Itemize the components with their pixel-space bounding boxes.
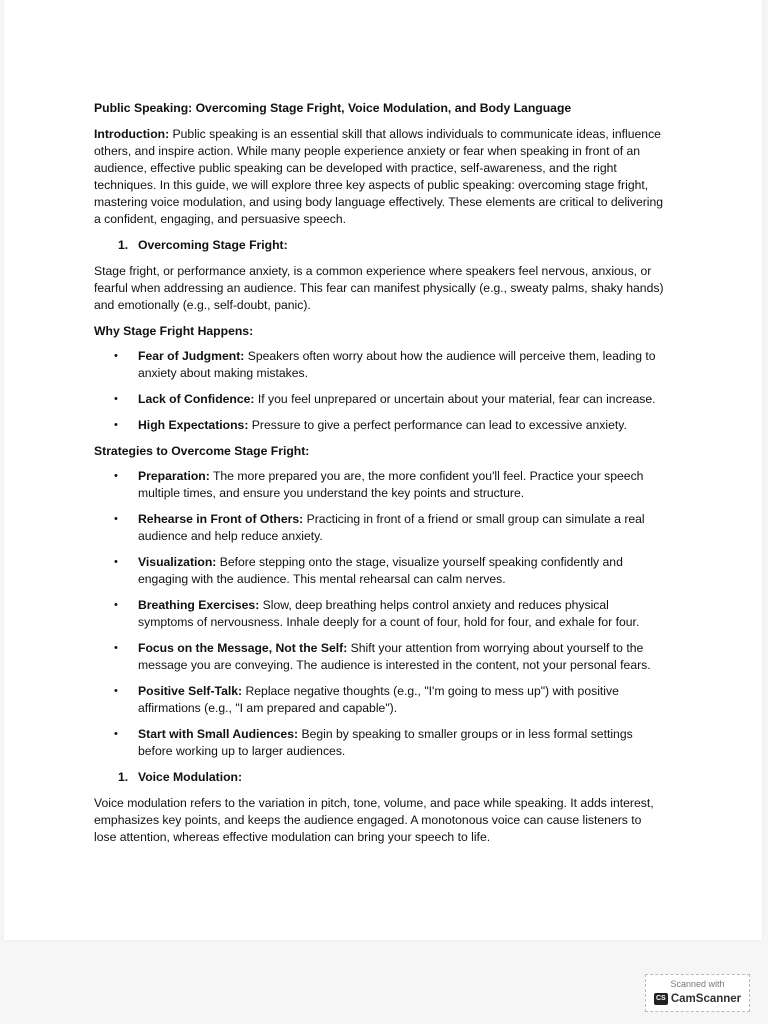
intro-text: Public speaking is an essential skill that allows individuals to communicate ideas, influence others, and inspire action. While many people experience anxiety or fear when speaking in front of an audience, effective public speaking can be developed with practice, self-awareness, and the right techniques. In this guide, we will explore three key aspects of public speaking: overcoming stage fright, mastering voice modulation, and using body language effectively. These elements are critical to delivering a confident, engaging, and persuasive speech. [94, 127, 664, 226]
camscanner-logo-icon: CS [654, 993, 668, 1005]
item-text: Speakers often worry about how the audience will perceive them, leading to anxiety about making mistakes. [138, 349, 656, 380]
bullet-icon: • [114, 728, 118, 740]
strategies-heading: Strategies to Overcome Stage Fright: [94, 444, 310, 458]
section-number: 1. [118, 770, 129, 784]
section-title: Voice Modulation: [138, 770, 243, 784]
bullet-icon: • [114, 685, 118, 697]
item-label: Positive Self-Talk: [138, 684, 243, 698]
why-heading: Why Stage Fright Happens: [94, 324, 254, 338]
list-item [94, 726, 666, 760]
bullet-icon: • [114, 513, 118, 525]
strategies-list [94, 468, 666, 760]
item-text: Slow, deep breathing helps control anxiety and reduces physical symptoms of nervousness. Inhale deeply for a count of four, hold for four, and exhale for four. [138, 598, 640, 629]
intro-paragraph [94, 126, 666, 228]
bullet-icon: • [114, 470, 118, 482]
list-item [94, 554, 666, 588]
item-text: If you feel unprepared or uncertain about your material, fear can increase. [254, 392, 656, 406]
bullet-icon: • [114, 556, 118, 568]
item-label: High Expectations: [138, 418, 249, 432]
list-item [94, 640, 666, 674]
item-text: Shift your attention from worrying about yourself to the message you are conveying. The audience is interested in the content, not your personal fears. [138, 641, 651, 672]
bullet-icon: • [114, 350, 118, 362]
section-heading-stage-fright [94, 237, 666, 254]
list-item [94, 511, 666, 545]
item-label: Rehearse in Front of Others: [138, 512, 304, 526]
item-text: Begin by speaking to smaller groups or in less formal settings before working up to larger audiences. [138, 727, 633, 758]
list-item [94, 468, 666, 502]
document-title: Public Speaking: Overcoming Stage Fright, Voice Modulation, and Body Language [94, 101, 572, 115]
list-item [94, 417, 666, 434]
document-page [4, 0, 762, 940]
watermark-caption: Scanned with [670, 979, 725, 989]
item-text: Before stepping onto the stage, visualize yourself speaking confidently and engaging with the audience. This mental rehearsal can calm nerves. [138, 555, 623, 586]
item-text: Pressure to give a perfect performance can lead to excessive anxiety. [248, 418, 627, 432]
section-number: 1. [118, 238, 129, 252]
watermark-brand: CamScanner [670, 993, 742, 1005]
list-item [94, 683, 666, 717]
list-item [94, 597, 666, 631]
item-label: Breathing Exercises: [138, 598, 260, 612]
bullet-icon: • [114, 599, 118, 611]
section-title: Overcoming Stage Fright: [138, 238, 288, 252]
why-list [94, 348, 666, 434]
section-heading-voice-modulation [94, 769, 666, 786]
bullet-icon: • [114, 642, 118, 654]
list-item [94, 391, 666, 408]
camscanner-watermark [645, 974, 750, 1012]
bullet-icon: • [114, 419, 118, 431]
item-label: Visualization: [138, 555, 217, 569]
bullet-icon: • [114, 393, 118, 405]
stage-fright-paragraph: Stage fright, or performance anxiety, is a common experience where speakers feel nervous, anxious, or fearful when addressing an audience. This fear can manifest physically (e.g., sweaty palms, shaky hands) and emotionally (e.g., self-doubt, panic). [94, 264, 664, 312]
item-label: Focus on the Message, Not the Self: [138, 641, 348, 655]
item-text: Replace negative thoughts (e.g., "I'm going to mess up") with positive affirmations (e.g., "I am prepared and capable"). [138, 684, 619, 715]
item-label: Lack of Confidence: [138, 392, 255, 406]
voice-modulation-paragraph: Voice modulation refers to the variation in pitch, tone, volume, and pace while speaking. It adds interest, emphasizes key points, and keeps the audience engaged. A monotonous voice can cause listeners to lose attention, whereas effective modulation can bring your speech to life. [94, 796, 654, 844]
intro-label: Introduction: [94, 127, 170, 141]
list-item [94, 348, 666, 382]
item-label: Start with Small Audiences: [138, 727, 299, 741]
item-text: Practicing in front of a friend or small group can simulate a real audience and help reduce anxiety. [138, 512, 645, 543]
item-label: Preparation: [138, 469, 210, 483]
item-label: Fear of Judgment: [138, 349, 245, 363]
item-text: The more prepared you are, the more confident you'll feel. Practice your speech multiple times, and ensure you understand the key points and structure. [138, 469, 644, 500]
